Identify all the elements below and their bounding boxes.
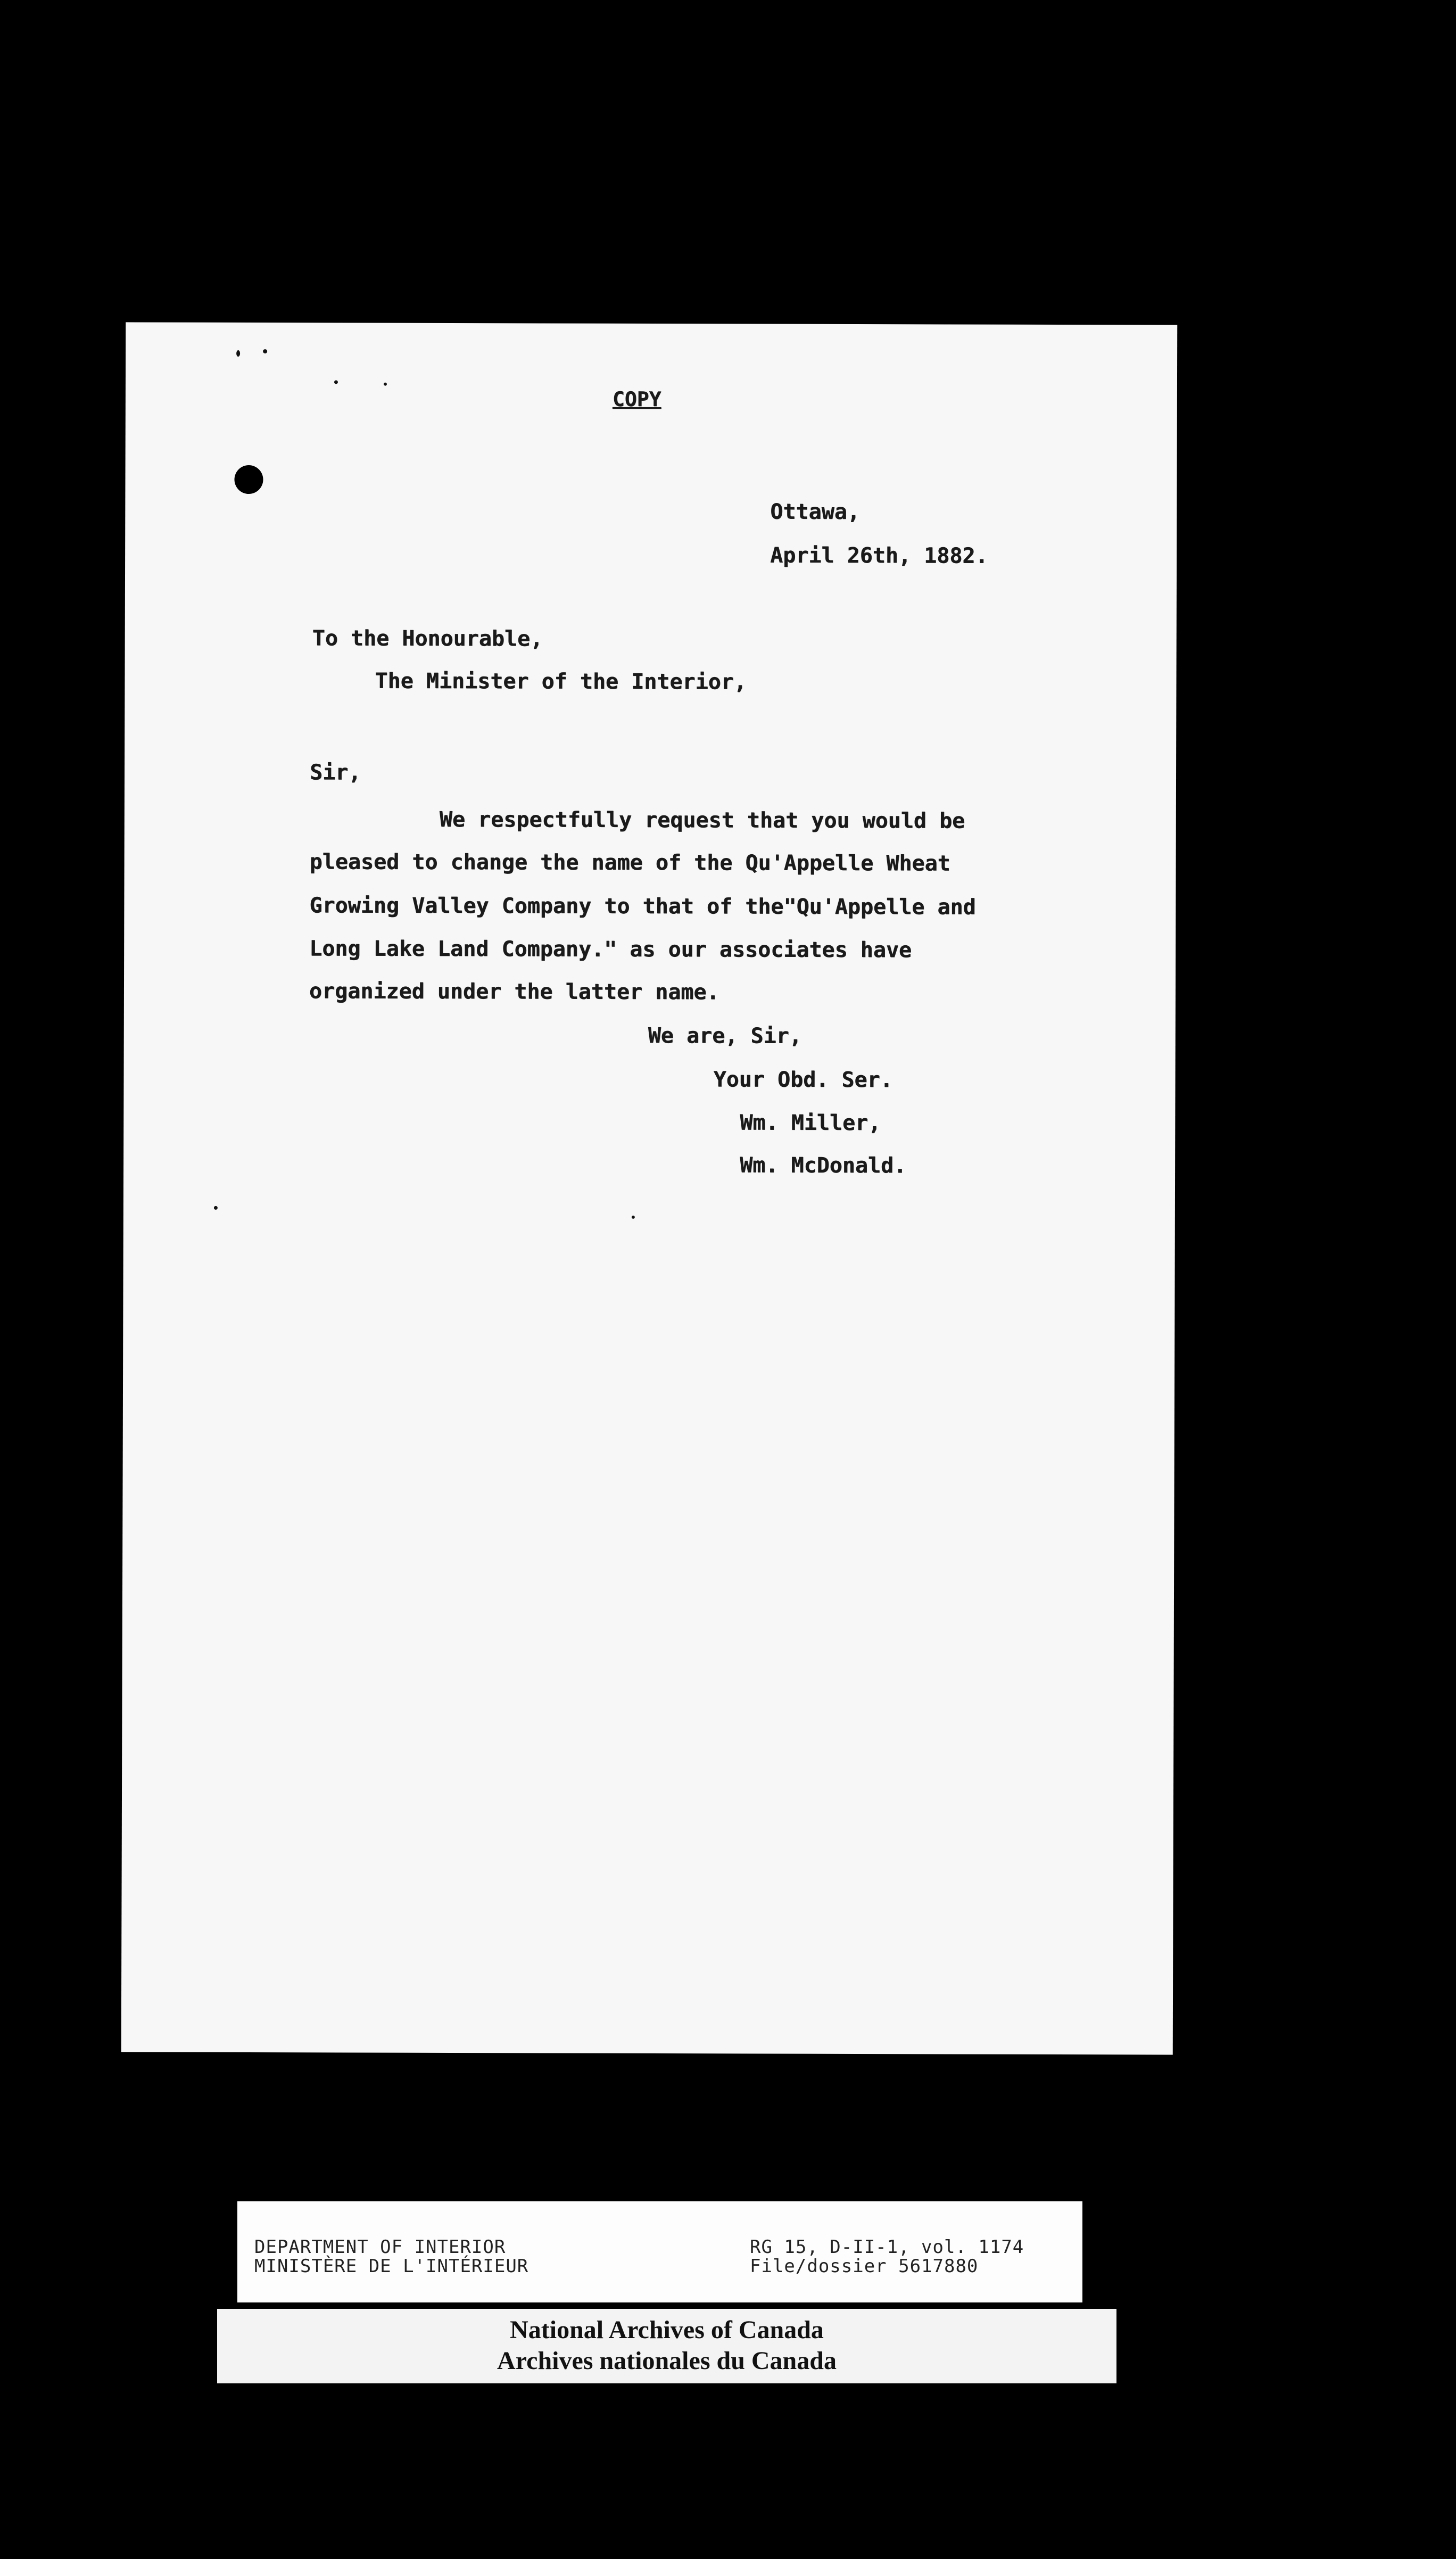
body-line: We respectfully request that you would be [439,807,965,833]
copy-heading: COPY [612,387,661,411]
ink-speck [236,350,240,357]
body-line: Long Lake Land Company." as our associates have [309,936,912,963]
body-line: pleased to change the name of the Qu'Appelle Wheat [309,849,950,876]
salutation: Sir, [309,760,361,785]
archive-label [237,2201,1082,2302]
body-line: organized under the latter name. [309,979,719,1005]
letter-page [121,322,1178,2054]
archives-banner [217,2309,1116,2383]
signature-line: Wm. Miller, [740,1110,881,1136]
archive-file-number: File/dossier 5617880 [750,2256,979,2277]
archives-name-fr: Archives nationales du Canada [497,2347,837,2375]
signature-line: Wm. McDonald. [740,1153,907,1178]
closing-line: We are, Sir, [648,1023,802,1049]
department-name-fr: MINISTÈRE DE L'INTÉRIEUR [254,2256,529,2277]
punch-hole [234,465,263,494]
letter-place: Ottawa, [770,499,860,525]
archive-reference: RG 15, D-II-1, vol. 1174 [750,2236,1024,2258]
letter-date: April 26th, 1882. [770,543,988,568]
ink-speck [214,1206,218,1210]
ink-speck [384,383,387,386]
address-line: To the Honourable, [312,626,543,651]
ink-speck [263,349,267,353]
ink-speck [334,380,338,384]
address-line: The Minister of the Interior, [375,668,747,695]
ink-speck [632,1216,635,1219]
closing-line: Your Obd. Ser. [713,1067,893,1093]
body-line: Growing Valley Company to that of the"Qu'Appelle and [309,893,976,920]
archives-name-en: National Archives of Canada [510,2316,824,2344]
department-name-en: DEPARTMENT OF INTERIOR [254,2236,506,2258]
